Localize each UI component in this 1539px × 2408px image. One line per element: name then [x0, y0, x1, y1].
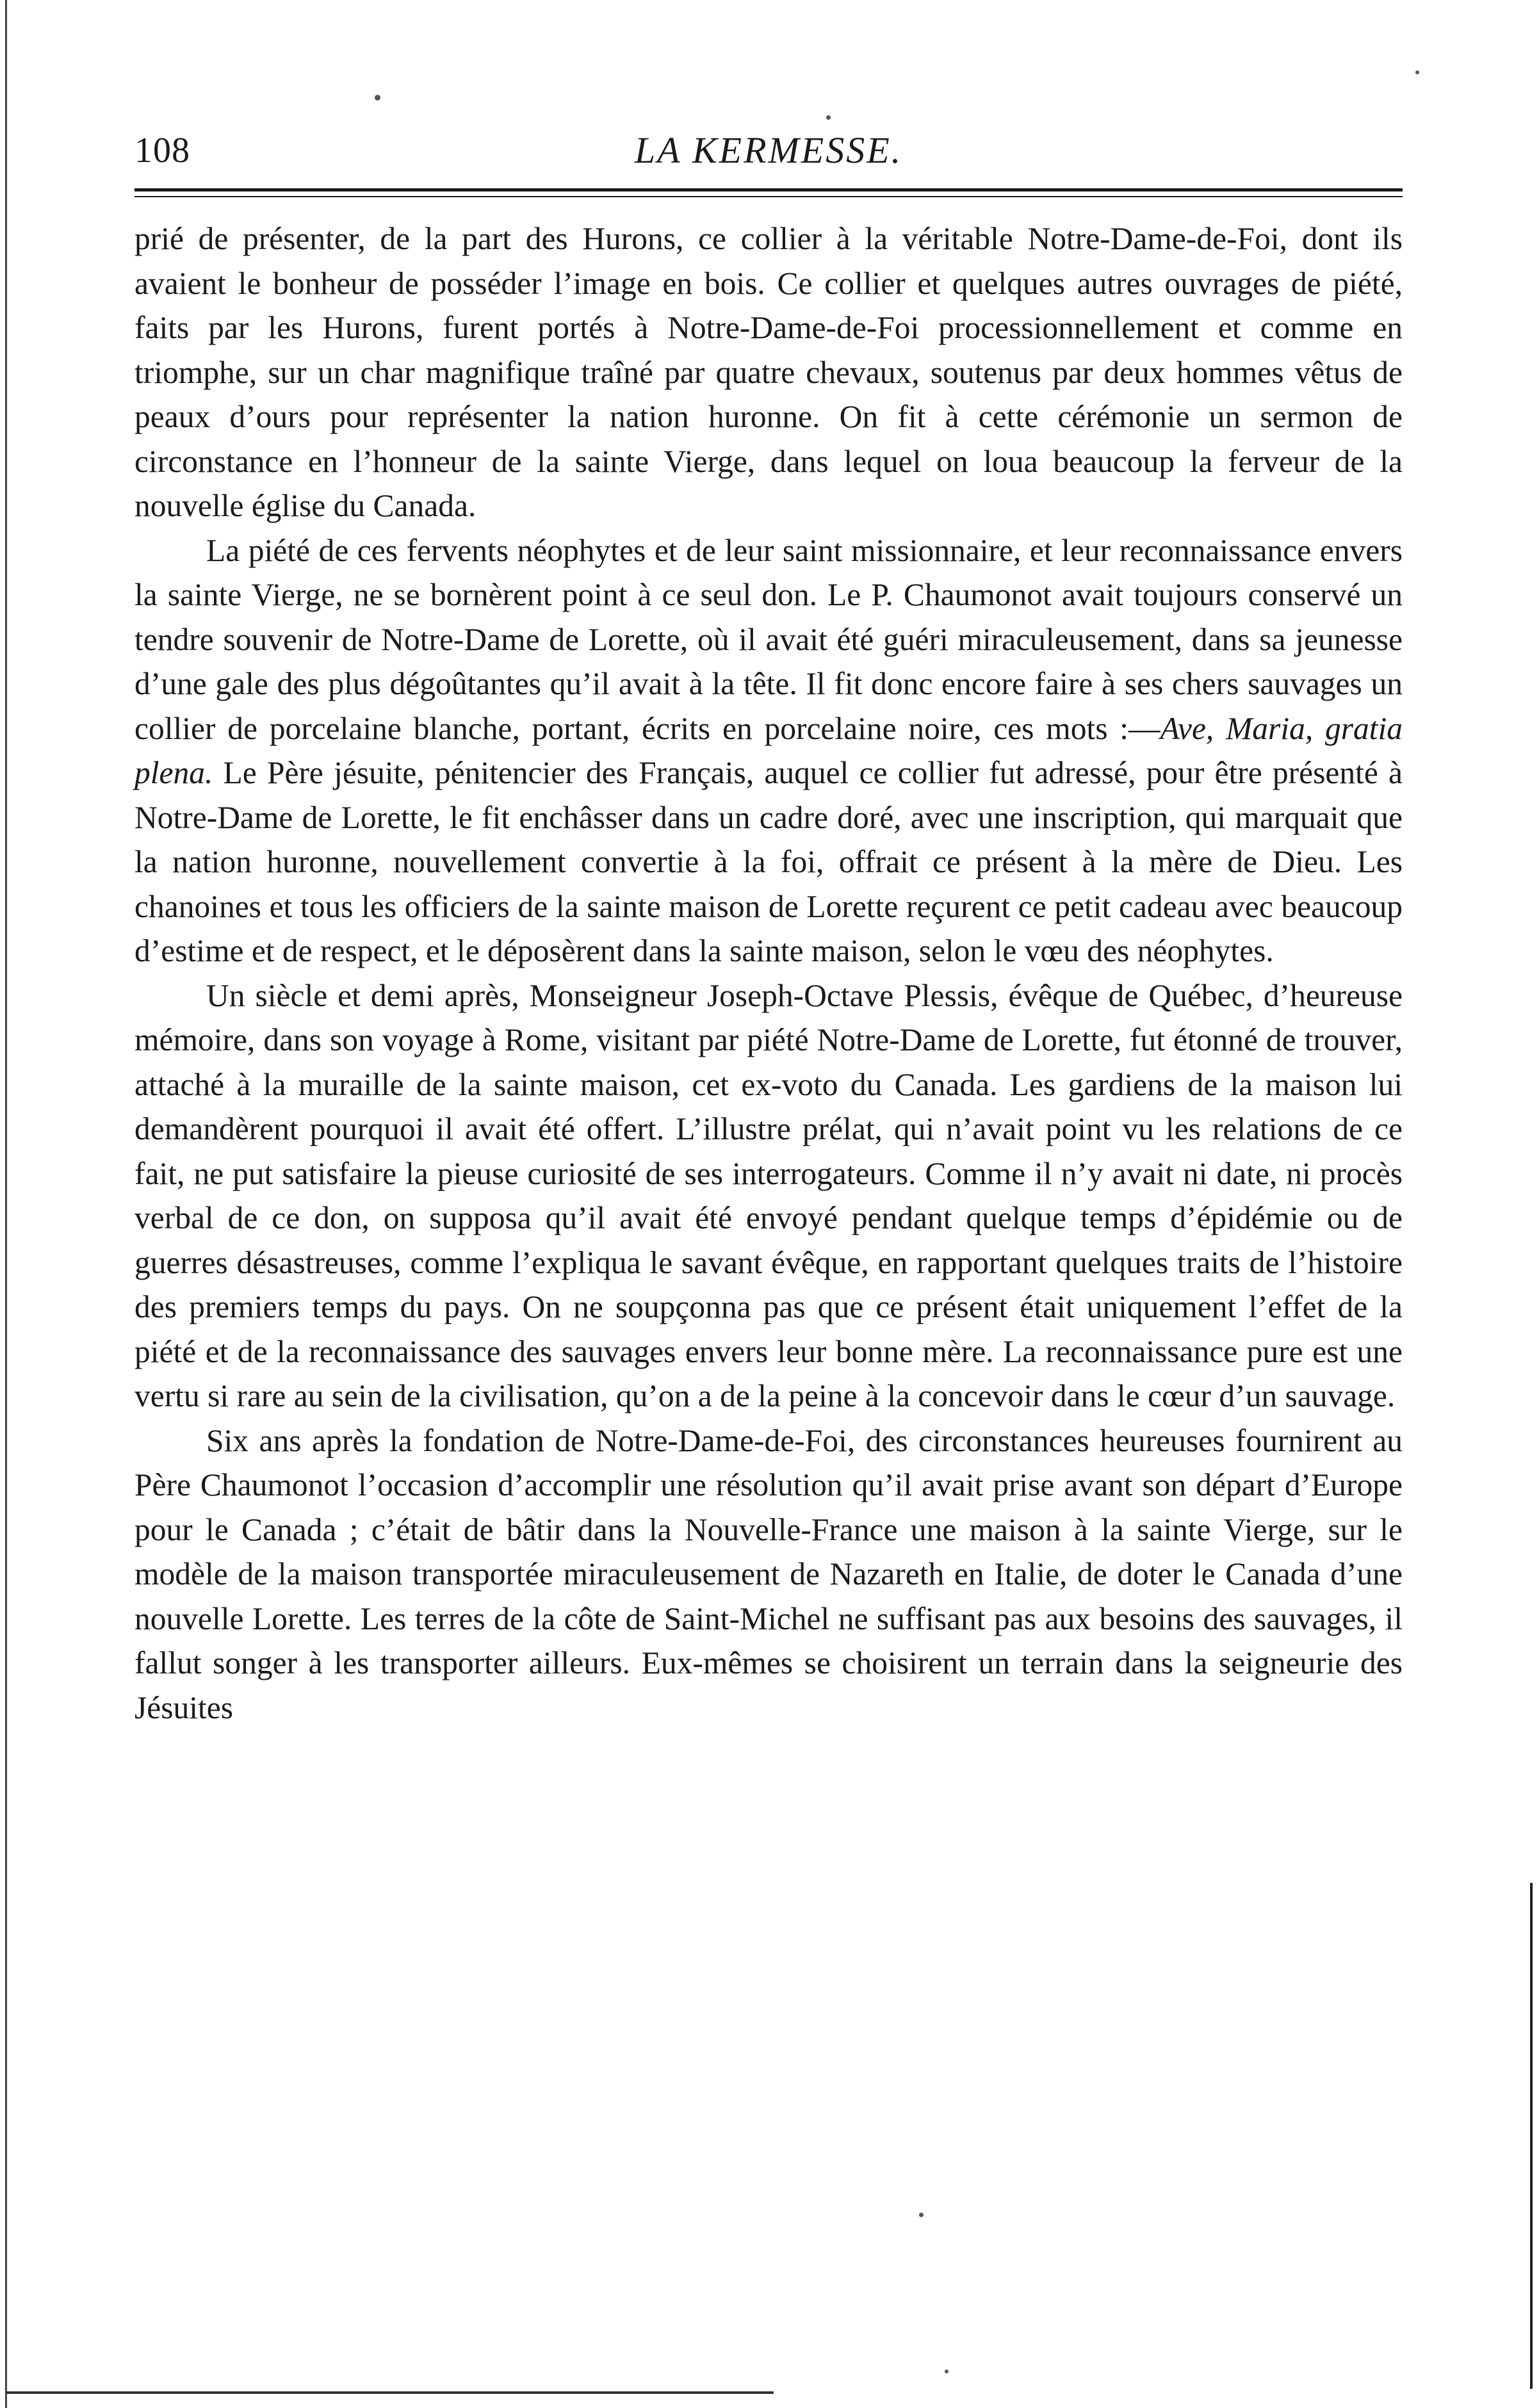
paragraph-1-text: prié de présenter, de la part des Hurons, ce collier à la véritable Notre-Dame-de-Foi, dont ils avaient le bonheur de posséder l’image en bois. Ce collier et quelques autres ouvrages de piété, faits par les Hurons, furent portés à Notre-Dame-de-Foi processionnellement et comme en triomphe, sur un char magnifique traîné par quatre chevaux, soutenus par deux hommes vêtus de peaux d’ours pour représenter la nation huronne. On fit à cette cérémonie un sermon de circonstance en l’honneur de la sainte Vierge, dans lequel on loua beaucoup la ferveur de la nouvelle église du Canada. — [134, 221, 1403, 523]
paragraph-2-text-after: Le Père jésuite, pénitencier des Français, auquel ce collier fut adressé, pour être présenté à Notre-Dame de Lorette, le fit enchâsser dans un cadre doré, avec une inscription, qui marquait que la nation huronne, nouvellement convertie à la foi, offrait ce présent à la mère de Dieu. Les chanoines et tous les officiers de la sainte maison de Lorette reçurent ce petit cadeau avec beaucoup d’estime et de respect, et le déposèrent dans la sainte maison, selon le vœu des néophytes. — [134, 755, 1403, 968]
scan-speck — [1415, 70, 1419, 74]
bottom-page-edge — [5, 2391, 774, 2394]
header-rule-thin — [134, 196, 1403, 197]
paragraph-3-text: Un siècle et demi après, Monseigneur Joseph-Octave Plessis, évêque de Québec, d’heureuse mémoire, dans son voyage à Rome, visitant par piété Notre-Dame de Lorette, fut étonné de trouver, attaché à la muraille de la sainte maison, cet ex-voto du Canada. Les gardiens de la maison lui demandèrent pourquoi il avait été offert. L’illustre prélat, qui n’avait point vu les relations de ce fait, ne put satisfaire la pieuse curiosité de ses interrogateurs. Comme il n’y avait ni date, ni procès verbal de ce don, on supposa qu’il avait été envoyé pendant quelque temps d’épidémie ou de guerres désastreuses, comme l’expliqua le savant évêque, en rapportant quelques traits de l’histoire des premiers temps du pays. On ne soupçonna pas que ce présent était uniquement l’effet de la piété et de la reconnaissance des sauvages envers leur bonne mère. La reconnaissance pure est une vertu si rare au sein de la civilisation, qu’on a de la peine à la concevoir dans le cœur d’un sauvage. — [134, 977, 1403, 1413]
scan-speck — [945, 2370, 949, 2373]
running-title: LA KERMESSE. — [634, 129, 903, 171]
header-rule-thick — [134, 188, 1403, 191]
body-text — [134, 216, 1403, 1730]
paragraph-3 — [134, 973, 1403, 1419]
paragraph-2 — [134, 528, 1403, 973]
paragraph-4 — [134, 1419, 1403, 1730]
latin-inscription: Ave, Maria, gratia plena. — [134, 710, 1403, 790]
page-number: 108 — [134, 131, 190, 170]
paragraph-2-text-before: La piété de ces fervents néophytes et de leur saint missionnaire, et leur reconnaissance envers la sainte Vierge, ne se bornèrent point à ce seul don. Le P. Chaumonot avait toujours conservé un tendre souvenir de Notre-Dame de Lorette, où il avait été guéri miraculeusement, dans sa jeunesse d’une gale des plus dégoûtantes qu’il avait à la tête. Il fit donc encore faire à ses chers sauvages un collier de porcelaine blanche, portant, écrits en porcelaine noire, ces mots :— — [134, 532, 1403, 746]
right-page-edge — [1530, 1883, 1533, 2389]
paragraph-4-text: Six ans après la fondation de Notre-Dame-de-Foi, des circonstances heureuses fournirent au Père Chaumonot l’occasion d’accomplir une résolution qu’il avait prise avant son départ d’Europe pour le Canada ; c’était de bâtir dans la Nouvelle-France une maison à la sainte Vierge, sur le modèle de la maison transportée miraculeusement de Nazareth en Italie, de doter le Canada d’une nouvelle Lorette. Les terres de la côte de Saint-Michel ne suffisant pas aux besoins des sauvages, il fallut songer à les transporter ailleurs. Eux-mêmes se choisirent un terrain dans la seigneurie des Jésuites — [134, 1422, 1403, 1725]
scan-speck — [826, 115, 831, 120]
paragraph-1 — [134, 216, 1403, 528]
left-page-edge — [5, 0, 7, 2408]
page-header — [134, 128, 1403, 179]
scan-speck — [919, 2213, 924, 2217]
scan-speck — [375, 95, 380, 101]
